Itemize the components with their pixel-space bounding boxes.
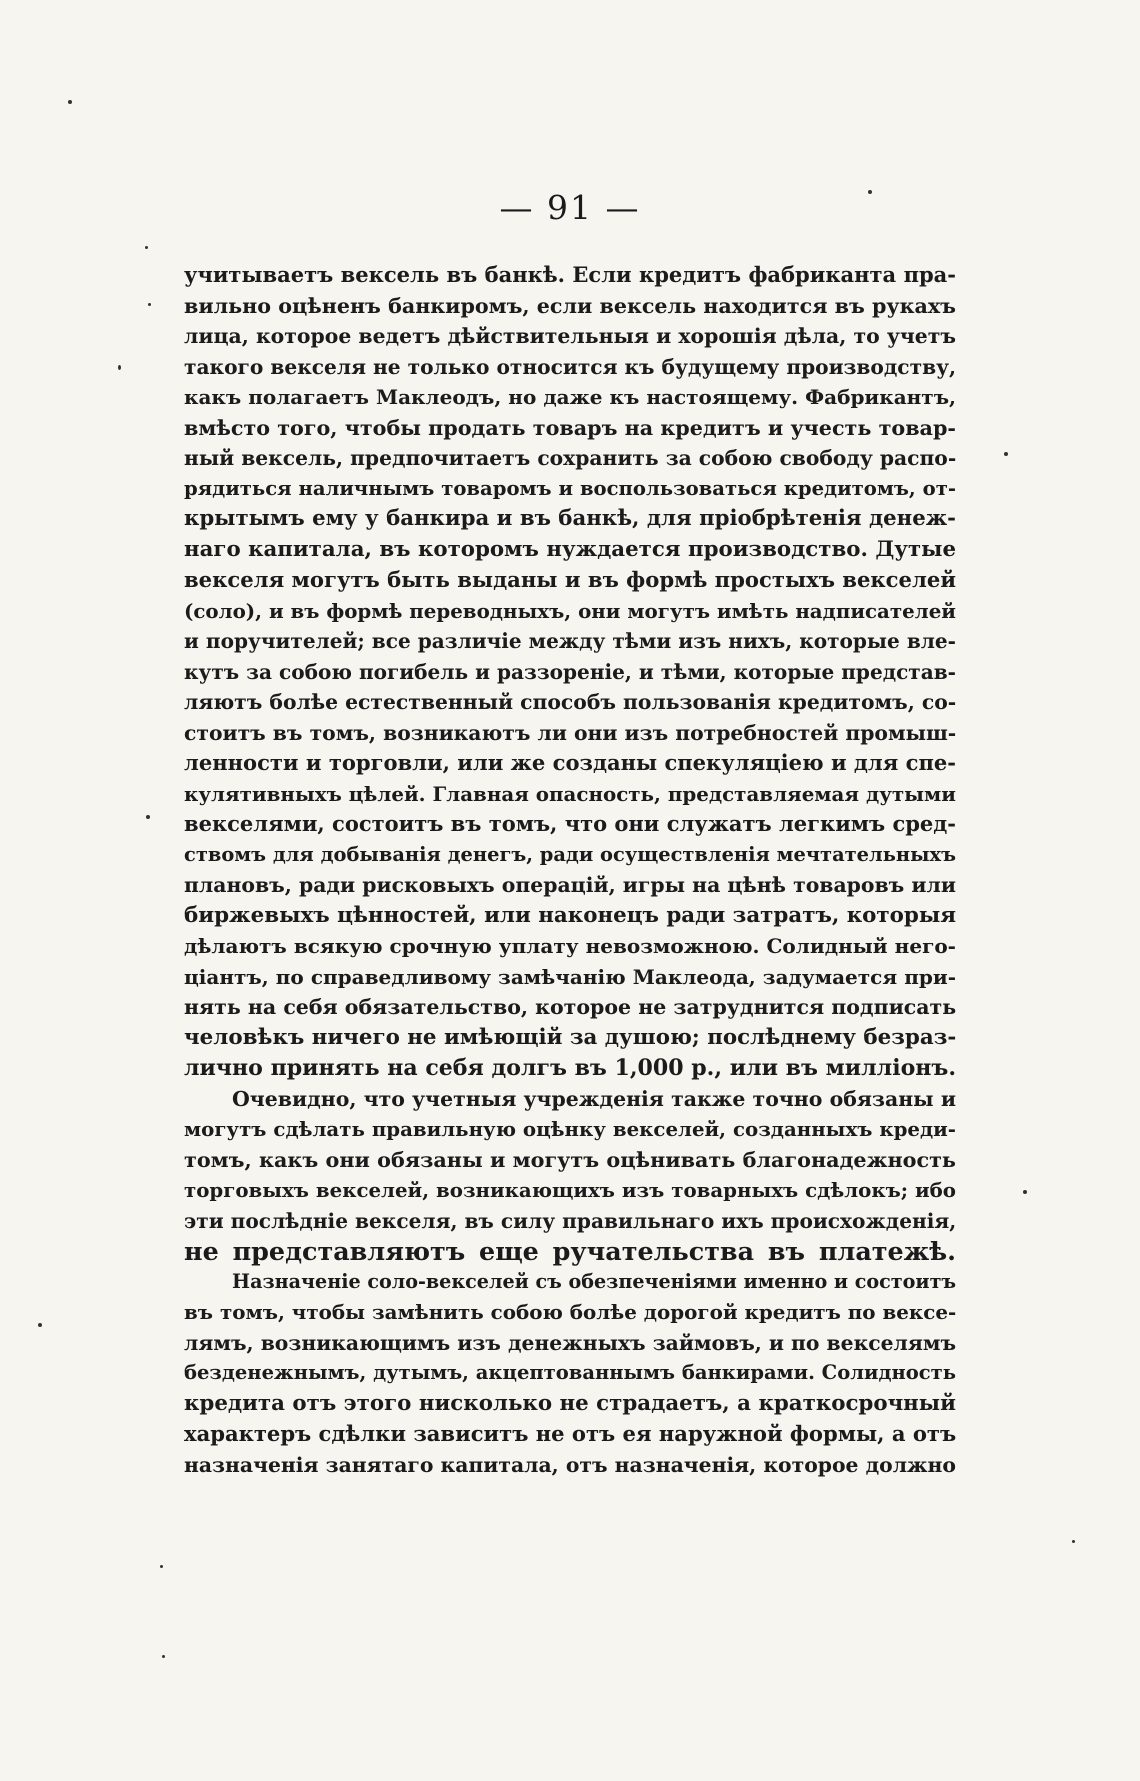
- text-line: какъ полагаетъ Маклеодъ, но даже къ настоящему. Фабрикантъ,: [184, 385, 956, 409]
- text-line: ный вексель, предпочитаетъ сохранить за собою свободу распо-: [184, 446, 957, 470]
- text-line: лямъ, возникающимъ изъ денежныхъ займовъ, и по векселямъ: [184, 1330, 957, 1355]
- text-line: могутъ сдѣлать правильную оцѣнку векселей, созданныхъ креди-: [184, 1117, 956, 1141]
- body-text: [184, 260, 956, 1480]
- text-line: биржевыхъ цѣнностей, или наконецъ ради затратъ, которыя: [184, 902, 957, 928]
- scan-speck: [118, 365, 121, 370]
- text-line: плановъ, ради рисковыхъ операцій, игры на цѣнѣ товаровъ или: [184, 873, 956, 897]
- scan-speck: [1072, 1540, 1075, 1543]
- text-line: ціантъ, по справедливому замѣчанію Маклеода, задумается при-: [184, 964, 956, 989]
- text-line: Очевидно, что учетныя учрежденія также точно обязаны и: [232, 1086, 956, 1111]
- text-line: и поручителей; все различіе между тѣми изъ нихъ, которые вле-: [184, 629, 956, 653]
- paragraph: [184, 1084, 956, 1267]
- text-line: вильно оцѣненъ банкиромъ, если вексель находится въ рукахъ: [184, 293, 956, 318]
- scan-speck: [160, 1565, 163, 1568]
- text-line: человѣкъ ничего не имѣющій за душою; послѣднему безраз-: [184, 1024, 957, 1050]
- text-line: векселями, состоитъ въ томъ, что они служатъ легкимъ сред-: [184, 811, 956, 836]
- text-line: безденежнымъ, дутымъ, акцептованнымъ банкирами. Солидность: [184, 1361, 956, 1384]
- text-line: вмѣсто того, чтобы продать товаръ на кредитъ и учесть товар-: [184, 415, 956, 440]
- text-line: характеръ сдѣлки зависитъ не отъ ея наружной формы, а отъ: [184, 1421, 957, 1446]
- page-number: — 91 —: [499, 188, 641, 227]
- text-line: (соло), и въ формѣ переводныхъ, они могутъ имѣть надписателей: [184, 598, 956, 623]
- text-line: векселя могутъ быть выданы и въ формѣ простыхъ векселей: [184, 567, 956, 592]
- paragraph: [184, 1267, 956, 1481]
- text-line: Назначеніе соло-векселей съ обезпеченіями именно и состоитъ: [232, 1269, 957, 1293]
- text-line: кулятивныхъ цѣлей. Главная опасность, представляемая дутыми: [184, 781, 956, 806]
- text-line: торговыхъ векселей, возникающихъ изъ товарныхъ сдѣлокъ; ибо: [184, 1178, 956, 1202]
- text-line: лично принять на себя долгъ въ 1,000 р., или въ милліонъ.: [184, 1055, 956, 1081]
- text-line: дѣлаютъ всякую срочную уплату невозможною. Солидный него-: [184, 934, 956, 958]
- scan-speck: [148, 303, 151, 306]
- scan-speck: [1023, 1190, 1027, 1194]
- text-line: ленности и торговли, или же созданы спекуляціею и для спе-: [184, 750, 956, 775]
- text-line: учитываетъ вексель въ банкѣ. Если кредитъ фабриканта пра-: [184, 262, 956, 287]
- scan-speck: [146, 815, 150, 819]
- scan-speck: [68, 100, 72, 104]
- text-line: въ томъ, чтобы замѣнить собою болѣе дорогой кредитъ по вексе-: [184, 1300, 957, 1324]
- text-line: назначенія занятаго капитала, отъ назначенія, которое должно: [184, 1452, 956, 1477]
- text-line: лица, которое ведетъ дѣйствительныя и хорошія дѣла, то учетъ: [184, 324, 956, 348]
- text-line: томъ, какъ они обязаны и могутъ оцѣнивать благонадежность: [184, 1147, 956, 1172]
- text-line: ляютъ болѣе естественный способъ пользованія кредитомъ, со-: [184, 690, 957, 714]
- text-line: нять на себя обязательство, которое не затруднится подписать: [184, 995, 957, 1019]
- scan-speck: [38, 1323, 42, 1327]
- paragraph: [184, 260, 956, 1084]
- scan-speck: [868, 190, 872, 194]
- text-line: рядиться наличнымъ товаромъ и воспользоваться кредитомъ, от-: [184, 476, 956, 500]
- text-line: крытымъ ему у банкира и въ банкѣ, для пріобрѣтенія денеж-: [184, 506, 956, 531]
- text-line: стоитъ въ томъ, возникаютъ ли они изъ потребностей промыш-: [184, 720, 957, 745]
- text-line: кутъ за собою погибель и раззореніе, и тѣми, которые представ-: [184, 659, 956, 684]
- scan-speck: [145, 246, 148, 249]
- text-line: кредита отъ этого нисколько не страдаетъ, а краткосрочный: [184, 1390, 956, 1416]
- scan-speck: [162, 1655, 165, 1658]
- scan-speck: [1004, 452, 1008, 456]
- text-line: эти послѣдніе векселя, въ силу правильнаго ихъ происхожденія,: [184, 1208, 957, 1233]
- text-line: такого векселя не только относится къ будущему производству,: [184, 354, 956, 379]
- text-line: ствомъ для добыванія денегъ, ради осуществленія мечтательныхъ: [184, 842, 956, 866]
- text-line: не представляютъ еще ручательства въ платежѣ.: [184, 1236, 956, 1266]
- text-line: наго капитала, въ которомъ нуждается производство. Дутые: [184, 536, 956, 562]
